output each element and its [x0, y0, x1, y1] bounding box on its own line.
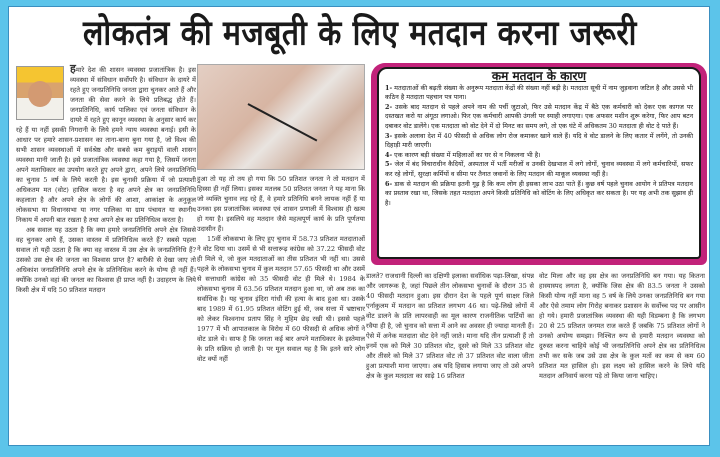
reasons-box-title: कम मतदान के कारण [491, 69, 587, 83]
ink-mark [248, 103, 318, 141]
reason-item: 2- उसके बाद मतदान से पहले अपने नाम की पर्ची जुटाओ, फिर उसे मतदान केंद्र में बैठे एक कर्मचारी को देकर एक कागज पर दस्तखत करो या अंगूठा लगाओ। फिर एक कर्मचारी आपकी उंगली पर स्याही लगाएगा। एक अफसर मशीन शुरू करेगा, फिर आप बटन दबाकर वोट डालेंगे। एक मतदाता को वोट देने में दो मिनट का समय लगे, तो एक घंटे में अधिकतम 30 मतदाता ही वोट दे पाते हैं। [385, 102, 693, 130]
column-2 [197, 64, 365, 444]
reason-item: 6- डाक से मतदान की प्रक्रिया इतनी गूढ़ है कि कम लोग ही इसका लाभ उठा पाते हैं। कुछ वर्ष पहले चुनाव आयोग ने प्रतिपत्र मतदान का प्रस्ताव रखा था, जिसके तहत मतदाता अपने किसी प्रतिनिधि को वोटिंग के लिए अधिकृत कर सकता है। पर यह अभी तक सुझाव ही है। [385, 179, 693, 207]
article-headline: लोकतंत्र की मजबूती के लिए मतदान करना जरूरी [83, 13, 637, 54]
reasons-box [377, 67, 701, 259]
article-clipping [8, 6, 710, 446]
column-3-paragraph: डालते? राजधानी दिल्ली का दक्षिणी इलाका सर्वाधिक पढ़ा-लिखा, संपन्न और जागरूक है, जहां पिछले तीन लोकसभा चुनावों के दौरान 35 से 40 फीसदी मतदान हुआ। इस दौरान देश के पहले पूर्ण साक्षर जिले एर्नाकुलम में मतदान का प्रतिशत लगभग 46 था। पढ़े-लिखे लोगों में वोट डालने के प्रति लापरवाही का मूल कारण राजनीतिक पार्टियों का रवैया ही है, जो चुनाव को सत्ता में आने का अवसर ही ज्यादा मानती हैं। ऐसे में अनेक मतदाता वोट देने नहीं जाते। माना यदि तीन प्रत्याशी हैं तो इनमें एक को मिले 30 प्रतिशत वोट, दूसरे को मिले 33 प्रतिशत वोट और तीसरे को मिले 37 प्रतिशत वोट तो 37 प्रतिशत वोट वाला जीता हुआ प्रत्याशी माना जाएगा। अब यदि हिसाब लगाया जाए तो उसे अपने क्षेत्र के कुल मतदाता का साढ़े 16 प्रतिशत [366, 272, 534, 380]
column-4-paragraph: वोट मिला और वह इस क्षेत्र का जनप्रतिनिधि बन गया। यह कितना हास्यास्पद लगता है, क्योंकि जिस क्षेत्र की 83.5 जनता ने उसको किसी योग्य नहीं माना वह 5 वर्ष के लिये उनका जनप्रतिनिधि बन गया और ऐसे तमाम लोग गिरोह बनाकर प्रशासन के सर्वोच्च पद पर आसीन हो गये। हमारी प्रजातांत्रिक व्यवस्था की यही विडम्बना है कि लगभग 20 से 25 प्रतिशत जनमत राज करते हैं जबकि 75 प्रतिशत लोगों ने उनको अयोग्य समझा। निश्चित रूप से हमारी मतदान व्यवस्था को दुरुस्त करना चाहिये कोई भी जनप्रतिनिधि अपने क्षेत्र का प्रतिनिधित्व तभी कर सके जब उसे उस क्षेत्र के कुल मतों का कम से कम 60 प्रतिशत मत हासिल हो। इस लक्ष्य को हासिल करने के लिये यदि मतदान अनिवार्य करना पड़े तो किया जाना चाहिए। [539, 272, 705, 380]
column-4 [539, 271, 705, 445]
voter-ink-finger-photo [197, 64, 365, 170]
column-1-paragraph: हमारे देश की शासन व्यवस्था प्रजातांत्रिक है। इस व्यवस्था में संविधान सर्वोपरि है। संविधान के दायरे में रहते हुए जनप्रतिनिधि जनता द्वारा चुनकर आते हैं और जनता की सेवा करने के लिये प्रतिबद्ध होते हैं। जनप्रतिनिधि, कार्य पालिका एवं जनता संविधान के दायरे में रहते हुए कानून व्यवस्था के अनुसार कार्य कर रहे हैं या नहीं इसकी निगरानी के लिये हमने न्याय व्यवस्था बनाई। इसी के आधार पर हमारे शासन-प्रशासन का ताना-बाना बुना गया है, जो विश्व की सभी शासन व्यवस्थाओं में सर्वश्रेष्ठ और सबसे कम बुराइयों वाली शासन व्यवस्था मानी जाती है। इसे प्रजातांत्रिक व्यवस्था कहा गया है, जिसमें जनता अपने मताधिकार का उपयोग करते हुए अपने द्वारा, अपने लिये जनप्रतिनिधि का चुनाव 5 वर्ष के लिये करती है। इस चुनावी प्रक्रिया में जो प्रत्याशी अधिकतम मत (वोट) हासिल करता है वह अपने क्षेत्र का जनप्रतिनिधि कहलाता है और अपने क्षेत्र के लोगों की आशा, आकांक्षा के अनुकूल लोकसभा या विधानसभा या नगर पालिका या ग्राम पंचायत या स्थानीय निकाय में अपनी बात रखता है तथा अपने क्षेत्र का प्रतिनिधित्व करता है। [16, 64, 196, 224]
reason-item: 1- मतदाताओं की बढ़ती संख्या के अनुरूप मतदाता केंद्रों की संख्या नहीं बढ़ी है। मतदाता सूची में नाम जुड़वाना जटिल है और उससे भी कठिन है मतदाता पहचान पत्र पाना। [385, 83, 693, 102]
column-2-paragraph: हुआ तो यह तो तय हो गया कि 50 प्रतिशत जनता ने तो मतदान में हिस्सा ही नहीं लिया। इसका मतलब 50 प्रतिशत जनता ने यह माना कि जो व्यक्ति चुनाव लड़ रहे हैं, वे हमारे प्रतिनिधि बनने लायक नहीं हैं या उनका इस प्रजातांत्रिक व्यवस्था एवं शासन प्रणाली में विश्वास ही खत्म हो गया है। इसलिये वह मतदान जैसे महत्वपूर्ण कार्य के प्रति पूर्णतया उदासीन हैं। [197, 175, 365, 233]
column-1 [16, 64, 196, 444]
reason-item: 5- जेल में बंद विचाराधीन कैदियों, अस्पताल में भर्ती मरीजों व उनकी देखभाल में लगे लोगों, चुनाव व्यवस्था में लगे कर्मचारियों, सफर कर रहे लोगों, सुरक्षा कर्मियों व सीमा पर तैनात जवानों के लिए मतदान की माकूल व्यवस्था नहीं है। [385, 160, 693, 178]
column-1-paragraph: अब सवाल यह उठता है कि क्या हमारे जनप्रतिनिधि अपने क्षेत्र जिससे वह चुनकर आये हैं, उसका वास्तव में प्रतिनिधित्व करते हैं? सबसे पहला सवाल तो यही उठता है कि क्या वह वास्तव में उस क्षेत्र के जनप्रतिनिधि हैं? उसको उस क्षेत्र की जनता का विश्वास प्राप्त है? बारीकी से देखा जाए तो अधिकांश जनप्रतिनिधि अपने क्षेत्र के प्रतिनिधित्व करने के योग्य ही नहीं हैं। क्योंकि उनको वहां की जनता का विश्वास ही प्राप्त नहीं है। उदाहरण के लिये किसी क्षेत्र में यदि 50 प्रतिशत मतदान [16, 226, 196, 294]
author-portrait-image [16, 66, 64, 120]
reason-item: 4- एक कारण बड़ी संख्या में महिलाओं का घर से न निकलना भी है। [385, 150, 541, 159]
reason-item: 3- इसके अलावा देश में 40 फीसदी से अधिक लोग रोज कमाकर खाने वाले हैं। यदि वे वोट डालने के लिए कतार में लगेंगे, तो उनकी दिहाड़ी मारी जाएगी। [385, 131, 693, 150]
column-3 [366, 271, 534, 445]
drop-cap: ह [70, 64, 76, 75]
column-2-paragraph: 15वीं लोकसभा के लिए हुए चुनाव में 58.73 प्रतिशत मतदाताओं ने वोट दिया था। उसमें से भी सत्तारूढ़ कांग्रेस को 37.22 फीसदी वोट ही मिले थे, जो कुल मतदाताओं का तीस प्रतिशत भी नहीं था। उससे पहले के लोकसभा चुनाव में कुल मतदान 57.65 फीसदी था और उसमें से सत्ताधारी कांग्रेस को 35 फीसदी वोट ही मिले थे। 1984 के लोकसभा चुनाव में 63.56 प्रतिशत मतदान हुआ था, जो अब तक का सर्वाधिक है। यह चुनाव इंदिरा गांधी की हत्या के बाद हुआ था। उसके बाद 1989 में 61.95 प्रतिशत वोटिंग हुई थी, जब सत्ता में भ्रष्टाचार को लेकर विश्वनाथ प्रताप सिंह ने मुहिम छेड़ रखी थी। इससे पहले 1977 में भी आपातकाल के विरोध में 60 फीसदी से अधिक लोगों ने वोट डाले थे। साफ है कि जनता कई बार अपने मताधिकार के इस्तेमाल के प्रति सक्रिय हो जाती है। पर मूल सवाल यह है कि इतने सारे लोग वोट क्यों नहीं [197, 235, 365, 363]
